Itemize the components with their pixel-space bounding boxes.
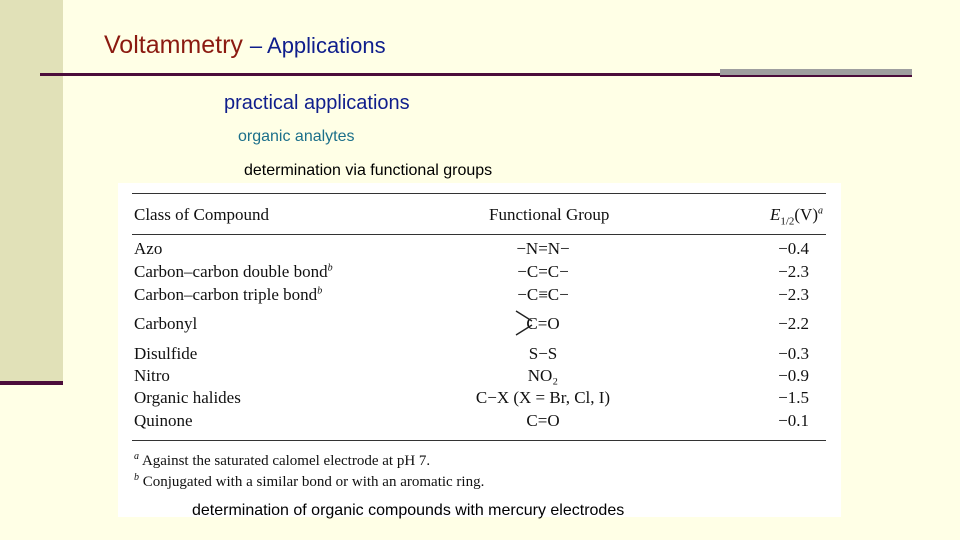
header-e-sup: a bbox=[818, 205, 823, 217]
footnote-b-text: Conjugated with a similar bond or with an aromatic ring. bbox=[142, 474, 485, 490]
table-cell-class bbox=[134, 366, 170, 386]
carbonyl-bracket-icon bbox=[514, 309, 536, 337]
bullet-level1: practical applications bbox=[224, 92, 410, 114]
table-cell-group: C=O bbox=[526, 411, 560, 430]
table-cell-class bbox=[134, 344, 197, 364]
header-e-main: E bbox=[769, 205, 781, 224]
header-e-unit: (V) bbox=[794, 205, 818, 224]
table-cell-class-text: Disulfide bbox=[134, 344, 198, 363]
table-cell-class bbox=[134, 262, 333, 282]
table-cell-class bbox=[134, 239, 162, 259]
table-cell-group: −N=N− bbox=[516, 239, 570, 258]
table-cell-class bbox=[134, 285, 322, 305]
table-cell-e12: −2.3 bbox=[778, 285, 809, 304]
table-cell-class-text: Quinone bbox=[134, 411, 193, 430]
sidebar-underline bbox=[0, 381, 63, 385]
footnote-b bbox=[134, 472, 484, 491]
table-top-rule bbox=[132, 193, 826, 194]
bullet-level2: organic analytes bbox=[238, 128, 355, 145]
footnote-b-mark: b bbox=[134, 472, 139, 483]
table-cell-e12: −0.3 bbox=[778, 344, 809, 363]
table-cell-class-text: Organic halides bbox=[134, 388, 241, 407]
table-cell-e12: −2.3 bbox=[778, 262, 809, 281]
functional-group-table bbox=[118, 183, 841, 517]
bullet-level3: determination via functional groups bbox=[244, 162, 493, 179]
title-main: Voltammetry bbox=[104, 31, 243, 59]
table-cell-class-text: Carbon–carbon triple bond bbox=[134, 285, 318, 304]
table-cell-class bbox=[134, 411, 193, 431]
table-cell-class-text: Nitro bbox=[134, 366, 170, 385]
table-cell-class bbox=[134, 388, 241, 408]
table-cell-class bbox=[134, 314, 197, 334]
title-sub: – Applications bbox=[249, 33, 386, 58]
table-cell-group: C−X (X = Br, Cl, I) bbox=[475, 388, 611, 407]
table-cell-class-sup: b bbox=[317, 285, 323, 297]
table-cell-group: −C≡C− bbox=[517, 285, 569, 304]
table-cell-e12: −0.9 bbox=[778, 366, 809, 385]
header-e12 bbox=[770, 205, 823, 227]
table-bottom-rule bbox=[132, 440, 826, 441]
header-group: Functional Group bbox=[489, 205, 610, 224]
table-cell-class-text: Carbon–carbon double bond bbox=[134, 262, 328, 281]
title-rule-right-underline bbox=[720, 75, 912, 77]
table-cell-group: NO₂ bbox=[527, 366, 559, 385]
table-cell-e12: −1.5 bbox=[778, 388, 809, 407]
table-cell-group: −C=C− bbox=[517, 262, 569, 281]
table-cell-e12: −2.2 bbox=[778, 314, 809, 333]
sidebar-panel bbox=[0, 0, 63, 383]
title-rule-left bbox=[40, 73, 720, 76]
table-cell-group: S−S bbox=[528, 344, 558, 363]
table-cell-e12: −0.1 bbox=[778, 411, 809, 430]
header-e-sub: 1/2 bbox=[780, 215, 795, 228]
table-cell-group: C=O bbox=[526, 314, 560, 333]
footnote-a-mark: a bbox=[134, 451, 139, 462]
table-cell-class-sup: b bbox=[327, 262, 333, 274]
table-cell-class-text: Carbonyl bbox=[134, 314, 198, 333]
table-cell-class-text: Azo bbox=[134, 239, 163, 258]
footnote-a bbox=[134, 451, 430, 470]
table-cell-e12: −0.4 bbox=[778, 239, 809, 258]
footnote-a-text: Against the saturated calomel electrode at pH 7. bbox=[141, 453, 431, 469]
bottom-caption: determination of organic compounds with mercury electrodes bbox=[192, 502, 625, 519]
table-header-rule bbox=[132, 234, 826, 235]
slide-title bbox=[104, 31, 386, 60]
header-class: Class of Compound bbox=[134, 205, 270, 224]
